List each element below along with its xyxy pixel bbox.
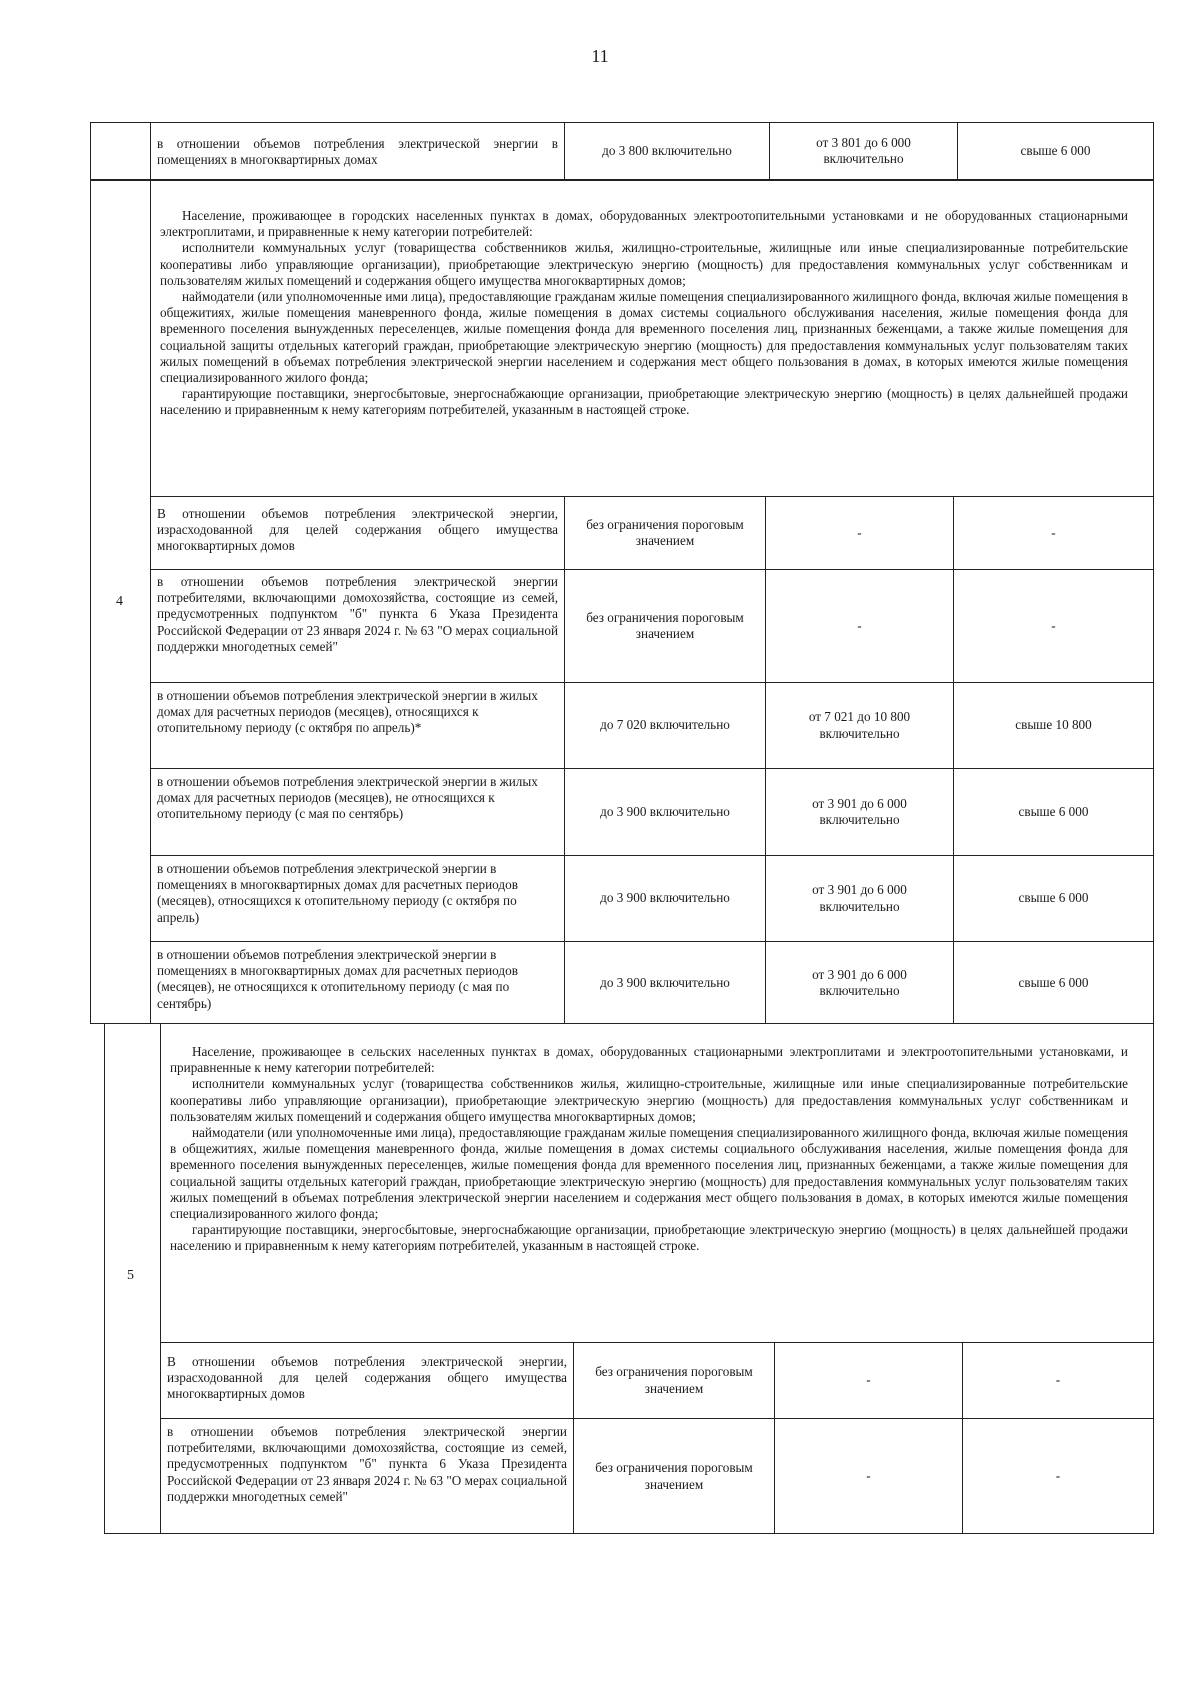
threshold-low: без ограничения пороговым значением xyxy=(595,1460,753,1492)
threshold-low: без ограничения пороговым значением xyxy=(595,1364,753,1396)
threshold-mid: от 3 901 до 6 000 включительно xyxy=(812,795,907,827)
page-number: 11 xyxy=(591,46,609,66)
threshold-mid: от 7 021 до 10 800 включительно xyxy=(808,709,911,741)
threshold-low: до 3 800 включительно xyxy=(602,142,732,158)
threshold-high: - xyxy=(1051,524,1056,540)
row-label: в отношении объемов потребления электрической энергии в помещениях в многоквартирных домах xyxy=(157,136,558,168)
threshold-high: свыше 10 800 xyxy=(1015,717,1092,733)
threshold-high: - xyxy=(1055,1372,1061,1388)
row-label: В отношении объемов потребления электрической энергии, израсходованной для целей содержания общего имущества многоквартирных домов xyxy=(157,506,558,554)
threshold-mid: - xyxy=(857,524,862,540)
threshold-high: - xyxy=(1055,1468,1061,1484)
intro-paragraph: наймодатели (или уполномоченные ими лица), предоставляющие гражданам жилые помещения специализированного жилищного фонда, включая жилые помещения в общежитиях, жилые помещения маневренного фонда, жилые помещения в домах системы социального обслуживания населения, жилые помещения фонда для временного поселения вынужденных переселенцев, жилые помещения фонда для временного поселения лиц, признанных беженцами, а также жилые помещения для социальной защиты отдельных категорий граждан, приобретающие электрическую энергию (мощность) для предоставления коммунальных услуг пользователям таких жилых помещений в объемах потребления электрической энергии населением и содержания мест общего пользования в домах, в которых имеются жилые помещения специализированного жилого фонда; xyxy=(170,1125,1128,1222)
section-4-intro xyxy=(160,208,1128,419)
intro-paragraph: наймодатели (или уполномоченные ими лица), предоставляющие гражданам жилые помещения специализированного жилищного фонда, включая жилые помещения в общежитиях, жилые помещения маневренного фонда, жилые помещения в домах системы социального обслуживания населения, жилые помещения фонда для временного поселения вынужденных переселенцев, жилые помещения фонда для временного поселения лиц, признанных беженцами, а также жилые помещения для социальной защиты отдельных категорий граждан, приобретающие электрическую энергию (мощность) для предоставления коммунальных услуг пользователям таких жилых помещений в объемах потребления электрической энергии населением и содержания мест общего пользования в домах, в которых имеются жилые помещения специализированного жилого фонда; xyxy=(160,289,1128,386)
threshold-mid: - xyxy=(857,617,862,633)
section-5-intro xyxy=(170,1044,1128,1255)
section-number: 4 xyxy=(116,594,123,609)
row-label: в отношении объемов потребления электрической энергии потребителями, включающими домохозяйства, состоящие из семей, предусмотренных подпунктом "б" пункта 6 Указа Президента Российской Федерации от 23 января 2024 г. № 63 "О мерах социальной поддержки многодетных семей" xyxy=(167,1424,567,1504)
threshold-low: до 3 900 включительно xyxy=(600,974,730,990)
threshold-high: свыше 6 000 xyxy=(1018,974,1089,990)
threshold-mid: - xyxy=(866,1372,871,1388)
row-label: в отношении объемов потребления электрической энергии в помещениях в многоквартирных домах для расчетных периодов (месяцев), относящихся к отопительному периоду (с октября по апрель) xyxy=(157,861,518,925)
row-label: в отношении объемов потребления электрической энергии в помещениях в многоквартирных домах для расчетных периодов (месяцев), не относящихся к отопительному периоду (с мая по сентябрь) xyxy=(157,947,518,1011)
row-label: в отношении объемов потребления электрической энергии в жилых домах для расчетных периодов (месяцев), относящихся к отопительному периоду (с октября по апрель)* xyxy=(157,688,538,736)
threshold-low: до 3 900 включительно xyxy=(600,803,730,819)
threshold-mid: от 3 901 до 6 000 включительно xyxy=(812,966,907,998)
row-label: в отношении объемов потребления электрической энергии в жилых домах для расчетных периодов (месяцев), не относящихся к отопительному периоду (с мая по сентябрь) xyxy=(157,774,538,822)
threshold-low: до 3 900 включительно xyxy=(600,890,730,906)
threshold-low: без ограничения пороговым значением xyxy=(586,609,744,641)
threshold-mid: - xyxy=(866,1468,871,1484)
threshold-high: - xyxy=(1051,617,1056,633)
intro-paragraph: гарантирующие поставщики, энергосбытовые, энергоснабжающие организации, приобретающие электрическую энергию (мощность) в целях дальнейшей продажи населению и приравненным к нему категориям потребителей, указанным в настоящей строке. xyxy=(160,386,1128,418)
threshold-low: до 7 020 включительно xyxy=(600,717,730,733)
intro-paragraph: Население, проживающее в городских населенных пунктах в домах, оборудованных электроотопительными установками и не оборудованных стационарными электроплитами, и приравненные к нему категории потребителей: xyxy=(160,208,1128,240)
threshold-mid: от 3 901 до 6 000 включительно xyxy=(812,882,907,914)
section-number: 5 xyxy=(127,1268,134,1283)
intro-paragraph: Население, проживающее в сельских населенных пунктах в домах, оборудованных стационарными электроплитами и электроотопительными установками, и приравненные к нему категории потребителей: xyxy=(170,1044,1128,1076)
intro-paragraph: исполнители коммунальных услуг (товарищества собственников жилья, жилищно-строительные, жилищные или иные специализированные потребительские кооперативы либо управляющие организации), приобретающие электрическую энергию (мощность) для предоставления коммунальных услуг собственникам и пользователям жилых помещений и содержания общего имущества многоквартирных домов; xyxy=(160,240,1128,288)
row-label: в отношении объемов потребления электрической энергии потребителями, включающими домохозяйства, состоящие из семей, предусмотренных подпунктом "б" пункта 6 Указа Президента Российской Федерации от 23 января 2024 г. № 63 "О мерах социальной поддержки многодетных семей" xyxy=(157,574,558,654)
intro-paragraph: исполнители коммунальных услуг (товарищества собственников жилья, жилищно-строительные, жилищные или иные специализированные потребительские кооперативы либо управляющие организации), приобретающие электрическую энергию (мощность) для предоставления коммунальных услуг собственникам и пользователям жилых помещений и содержания общего имущества многоквартирных домов; xyxy=(170,1076,1128,1124)
threshold-low: без ограничения пороговым значением xyxy=(586,516,744,548)
threshold-high: свыше 6 000 xyxy=(1018,803,1089,819)
row-label: В отношении объемов потребления электрической энергии, израсходованной для целей содержания общего имущества многоквартирных домов xyxy=(167,1354,567,1402)
threshold-high: свыше 6 000 xyxy=(1018,890,1089,906)
intro-paragraph: гарантирующие поставщики, энергосбытовые, энергоснабжающие организации, приобретающие электрическую энергию (мощность) в целях дальнейшей продажи населению и приравненным к нему категориям потребителей, указанным в настоящей строке. xyxy=(170,1222,1128,1254)
threshold-high: свыше 6 000 xyxy=(1020,142,1091,158)
threshold-mid: от 3 801 до 6 000 включительно xyxy=(816,134,911,166)
